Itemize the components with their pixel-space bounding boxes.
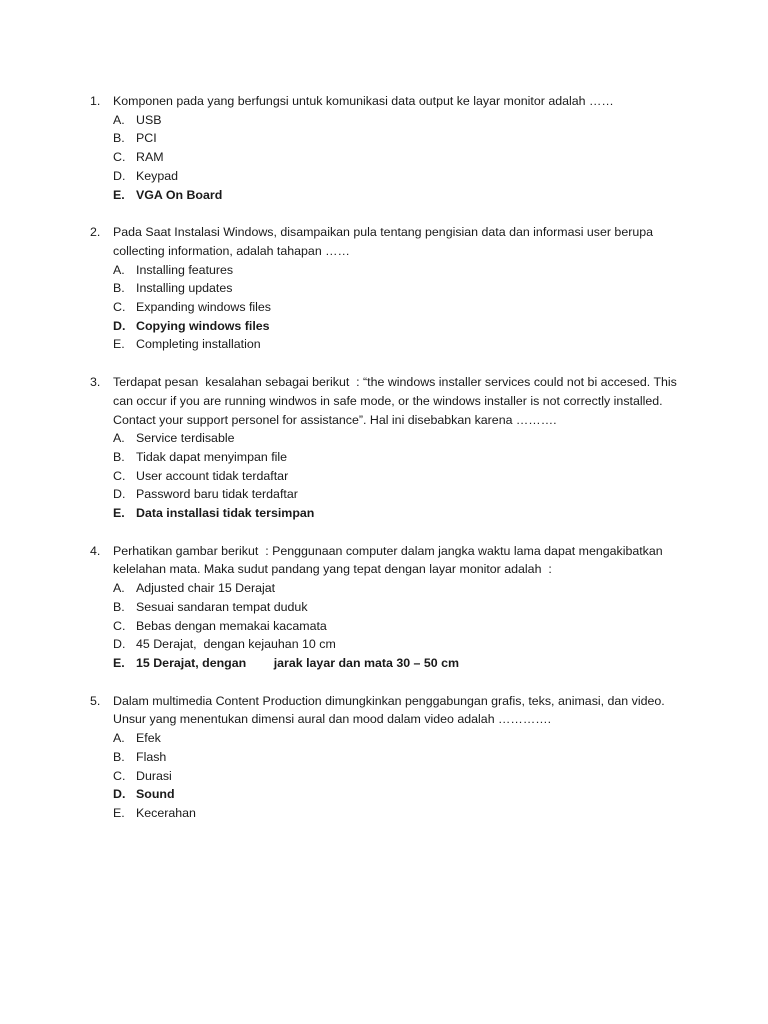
option-text: VGA On Board — [136, 187, 223, 202]
question-header — [90, 692, 690, 729]
question-1 — [90, 92, 690, 204]
option-b — [90, 598, 690, 617]
option-letter: D. — [113, 787, 126, 802]
option-text: Data installasi tidak tersimpan — [136, 506, 315, 521]
option-text: User account tidak terdaftar — [136, 468, 289, 483]
option-text: Expanding windows files — [136, 300, 271, 315]
option-letter: E. — [113, 805, 125, 820]
option-text: Durasi — [136, 768, 172, 783]
option-letter: A. — [113, 581, 125, 596]
question-text: Pada Saat Instalasi Windows, disampaikan pula tentang pengisian data dan informasi user berupa collecting information, adalah tahapan …… — [113, 225, 657, 258]
option-letter: D. — [113, 318, 126, 333]
option-d — [90, 167, 690, 186]
option-e — [90, 186, 690, 205]
option-letter: C. — [113, 150, 126, 165]
question-number: 5. — [90, 693, 101, 708]
option-text: 45 Derajat, dengan kejauhan 10 cm — [136, 637, 336, 652]
option-letter: D. — [113, 487, 126, 502]
question-header — [90, 373, 690, 429]
question-header — [90, 542, 690, 579]
option-c — [90, 617, 690, 636]
question-number: 3. — [90, 375, 101, 390]
option-a — [90, 111, 690, 130]
option-d — [90, 785, 690, 804]
option-letter: D. — [113, 168, 126, 183]
option-letter: B. — [113, 749, 125, 764]
option-d — [90, 317, 690, 336]
option-letter: C. — [113, 768, 126, 783]
option-text: Kecerahan — [136, 805, 196, 820]
option-b — [90, 129, 690, 148]
option-e — [90, 335, 690, 354]
option-list — [90, 429, 690, 523]
option-letter: C. — [113, 468, 126, 483]
option-text: Installing features — [136, 262, 234, 277]
question-number: 1. — [90, 94, 101, 108]
option-letter: A. — [113, 262, 125, 277]
option-d — [90, 485, 690, 504]
option-letter: E. — [113, 506, 125, 521]
question-text: Perhatikan gambar berikut : Penggunaan computer dalam jangka waktu lama dapat mengakibatkan kelelahan mata. Maka sudut pandang yang tepat dengan layar monitor adalah : — [113, 543, 667, 577]
question-number: 2. — [90, 225, 101, 240]
option-text: PCI — [136, 131, 157, 146]
option-list — [90, 729, 690, 823]
option-a — [90, 729, 690, 748]
option-text: Bebas dengan memakai kacamata — [136, 618, 327, 633]
option-list — [90, 579, 690, 673]
option-text: USB — [136, 112, 162, 127]
option-a — [90, 261, 690, 280]
option-letter: E. — [113, 337, 125, 352]
question-3 — [90, 373, 690, 523]
option-c — [90, 467, 690, 486]
option-list — [90, 261, 690, 355]
option-e — [90, 804, 690, 823]
option-a — [90, 429, 690, 448]
option-letter: E. — [113, 187, 125, 202]
option-letter: D. — [113, 637, 126, 652]
question-4 — [90, 542, 690, 673]
option-letter: B. — [113, 281, 125, 296]
option-text: Efek — [136, 731, 161, 746]
option-letter: A. — [113, 112, 125, 127]
option-letter: A. — [113, 731, 125, 746]
option-letter: C. — [113, 300, 126, 315]
option-c — [90, 298, 690, 317]
option-text: 15 Derajat, dengan jarak layar dan mata 30 – 50 cm — [136, 655, 460, 670]
option-text: Installing updates — [136, 281, 233, 296]
option-text: Flash — [136, 749, 167, 764]
question-number: 4. — [90, 543, 101, 558]
option-d — [90, 635, 690, 654]
question-2 — [90, 223, 690, 354]
question-header — [90, 92, 690, 111]
question-5 — [90, 692, 690, 823]
option-c — [90, 767, 690, 786]
option-text: RAM — [136, 150, 164, 165]
option-letter: B. — [113, 599, 125, 614]
option-b — [90, 448, 690, 467]
option-letter: A. — [113, 431, 125, 446]
question-list — [90, 92, 690, 842]
option-list — [90, 111, 690, 205]
option-text: Copying windows files — [136, 318, 270, 333]
option-e — [90, 654, 690, 673]
option-e — [90, 504, 690, 523]
option-text: Completing installation — [136, 337, 261, 352]
option-text: Keypad — [136, 168, 179, 183]
option-text: Password baru tidak terdaftar — [136, 487, 298, 502]
question-header — [90, 223, 690, 260]
option-text: Sesuai sandaran tempat duduk — [136, 599, 308, 614]
option-b — [90, 748, 690, 767]
option-letter: C. — [113, 618, 126, 633]
question-text: Komponen pada yang berfungsi untuk komunikasi data output ke layar monitor adalah …… — [113, 94, 614, 108]
option-a — [90, 579, 690, 598]
option-text: Service terdisable — [136, 431, 235, 446]
option-letter: B. — [113, 131, 125, 146]
option-text: Tidak dapat menyimpan file — [136, 449, 288, 464]
question-text: Dalam multimedia Content Production dimungkinkan penggabungan grafis, teks, animasi, dan video. Unsur yang menentukan dimensi aural dan mood dalam video adalah …………. — [113, 693, 669, 727]
option-letter: B. — [113, 449, 125, 464]
option-text: Adjusted chair 15 Derajat — [136, 581, 276, 596]
option-letter: E. — [113, 655, 125, 670]
question-text: Terdapat pesan kesalahan sebagai berikut : “the windows installer services could not bi accesed. This can occur if you are running windwos in safe mode, or the windows installer is not correctly installed. Contact your support personel for assistance”. Hal ini disebabkan karena ………. — [113, 375, 681, 427]
option-text: Sound — [136, 787, 175, 802]
option-b — [90, 279, 690, 298]
option-c — [90, 148, 690, 167]
